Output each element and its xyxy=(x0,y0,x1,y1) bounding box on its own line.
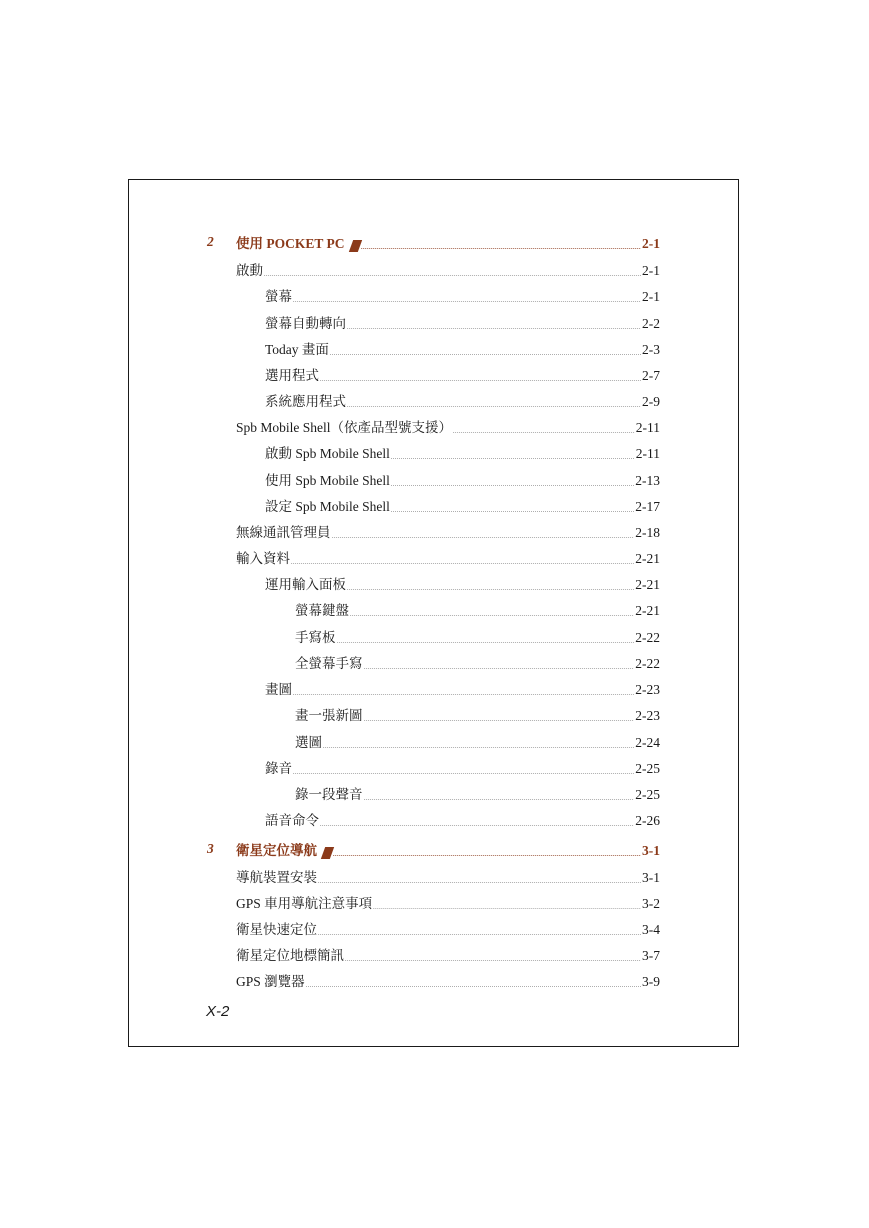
page-number: 3-1 xyxy=(642,870,660,885)
entry-title: 運用輸入面板 xyxy=(265,577,346,592)
toc-entry[interactable] xyxy=(265,285,660,305)
page-number: 3-2 xyxy=(642,896,660,911)
page-number: 2-22 xyxy=(635,630,660,645)
entry-title: 選圖 xyxy=(295,735,322,750)
toc-entry[interactable] xyxy=(265,390,660,410)
toc-entry[interactable] xyxy=(295,731,660,751)
page-number: 2-3 xyxy=(642,342,660,357)
toc-entry[interactable] xyxy=(236,918,660,938)
dot-leader xyxy=(453,420,635,436)
dot-leader xyxy=(293,761,634,777)
toc-entry[interactable] xyxy=(295,704,660,724)
entry-title: 畫一張新圖 xyxy=(295,708,363,723)
dot-leader xyxy=(293,289,641,305)
page-number: 2-17 xyxy=(635,499,660,514)
entry-title: 啟動 xyxy=(236,263,263,278)
page-number: 2-24 xyxy=(635,735,660,750)
entry-title: 衛星快速定位 xyxy=(236,922,317,937)
toc-entry[interactable] xyxy=(265,573,660,593)
dot-leader xyxy=(391,446,635,462)
page-number: 2-18 xyxy=(635,525,660,540)
entry-title: 語音命令 xyxy=(265,813,319,828)
dot-leader xyxy=(347,316,641,332)
entry-title: 使用 Spb Mobile Shell xyxy=(265,473,390,488)
chapter-number: 2 xyxy=(207,234,214,249)
toc-entry[interactable] xyxy=(295,783,660,803)
page-number: 2-9 xyxy=(642,394,660,409)
dot-leader xyxy=(364,656,635,672)
toc-entry[interactable] xyxy=(236,547,660,567)
dot-leader xyxy=(345,948,641,964)
toc-entry[interactable] xyxy=(265,469,660,489)
entry-title: 畫圖 xyxy=(265,682,292,697)
page-number: 3-4 xyxy=(642,922,660,937)
entry-title: GPS 車用導航注意事項 xyxy=(236,896,373,911)
entry-title: 手寫板 xyxy=(295,630,336,645)
dot-leader xyxy=(337,630,635,646)
page-number: 2-21 xyxy=(635,551,660,566)
entry-title: Today 畫面 xyxy=(265,342,329,357)
entry-title: 衛星定位地標簡訊 xyxy=(236,948,344,963)
dot-leader xyxy=(306,974,641,990)
toc-chapter-row[interactable] xyxy=(236,232,660,252)
entry-title: 輸入資料 xyxy=(236,551,290,566)
page-number: 3-9 xyxy=(642,974,660,989)
dot-leader xyxy=(318,922,641,938)
dot-leader xyxy=(347,577,634,593)
dot-leader xyxy=(320,368,641,384)
page-number: 2-22 xyxy=(635,656,660,671)
dot-leader xyxy=(293,682,634,698)
page-number: 2-7 xyxy=(642,368,660,383)
page-number: 2-21 xyxy=(635,577,660,592)
page-number: 2-1 xyxy=(642,263,660,278)
toc-entry[interactable] xyxy=(265,757,660,777)
page-number: 2-13 xyxy=(635,473,660,488)
page-number: 2-23 xyxy=(635,708,660,723)
toc-entry[interactable] xyxy=(265,338,660,358)
toc-entry[interactable] xyxy=(295,599,660,619)
dot-leader xyxy=(350,603,634,619)
toc-entry[interactable] xyxy=(295,652,660,672)
page-number: 2-25 xyxy=(635,761,660,776)
toc-entry[interactable] xyxy=(265,364,660,384)
entry-title: 系統應用程式 xyxy=(265,394,346,409)
entry-title: 螢幕 xyxy=(265,289,292,304)
dot-leader xyxy=(320,813,634,829)
dot-leader xyxy=(264,263,641,279)
dot-leader xyxy=(364,787,635,803)
toc-entry[interactable] xyxy=(236,416,660,436)
dot-leader xyxy=(323,735,634,751)
entry-title: 錄音 xyxy=(265,761,292,776)
toc-entry[interactable] xyxy=(295,626,660,646)
toc-entry[interactable] xyxy=(265,495,660,515)
toc-chapter-row[interactable] xyxy=(236,839,660,859)
page-number: 2-1 xyxy=(642,236,660,251)
toc-entry[interactable] xyxy=(236,259,660,279)
page-number: 2-1 xyxy=(642,289,660,304)
page-number: 2-11 xyxy=(635,420,660,435)
dot-leader xyxy=(391,473,634,489)
chapter-title: 使用 POCKET PC xyxy=(236,236,345,251)
entry-title: 啟動 Spb Mobile Shell xyxy=(265,446,390,461)
page-number: 2-11 xyxy=(635,446,660,461)
chapter-number: 3 xyxy=(207,841,214,856)
entry-title: 設定 Spb Mobile Shell xyxy=(265,499,390,514)
page-number: 2-26 xyxy=(635,813,660,828)
page-number: 2-23 xyxy=(635,682,660,697)
dot-leader xyxy=(373,896,641,912)
toc-entry[interactable] xyxy=(236,866,660,886)
entry-title: 螢幕自動轉向 xyxy=(265,316,346,331)
entry-title: 無線通訊管理員 xyxy=(236,525,331,540)
dot-leader xyxy=(347,394,641,410)
entry-title: 螢幕鍵盤 xyxy=(295,603,349,618)
page-number: 2-21 xyxy=(635,603,660,618)
entry-title: 全螢幕手寫 xyxy=(295,656,363,671)
chapter-title: 衛星定位導航 xyxy=(236,843,317,858)
toc-entry[interactable] xyxy=(265,442,660,462)
entry-title: 錄一段聲音 xyxy=(295,787,363,802)
entry-title: Spb Mobile Shell（依產品型號支援） xyxy=(236,420,453,435)
toc-entry[interactable] xyxy=(265,809,660,829)
entry-title: GPS 瀏覽器 xyxy=(236,974,305,989)
toc-entry[interactable] xyxy=(265,678,660,698)
dot-leader xyxy=(330,342,641,358)
toc-entry[interactable] xyxy=(236,892,660,912)
entry-title: 選用程式 xyxy=(265,368,319,383)
page-number: 2-2 xyxy=(642,316,660,331)
dot-leader xyxy=(291,551,634,567)
toc-entry[interactable] xyxy=(236,521,660,541)
dot-leader xyxy=(364,708,635,724)
dot-leader xyxy=(391,499,634,515)
dot-leader xyxy=(332,525,635,541)
dot-leader xyxy=(333,843,641,859)
footer-page-label: X-2 xyxy=(206,1003,230,1020)
toc-entry[interactable] xyxy=(265,312,660,332)
page-number: 2-25 xyxy=(635,787,660,802)
entry-title: 導航裝置安裝 xyxy=(236,870,317,885)
dot-leader xyxy=(361,236,641,252)
toc-entry[interactable] xyxy=(236,944,660,964)
dot-leader xyxy=(318,870,641,886)
page-number: 3-7 xyxy=(642,948,660,963)
page-number: 3-1 xyxy=(642,843,660,858)
toc-entry[interactable] xyxy=(236,970,660,990)
